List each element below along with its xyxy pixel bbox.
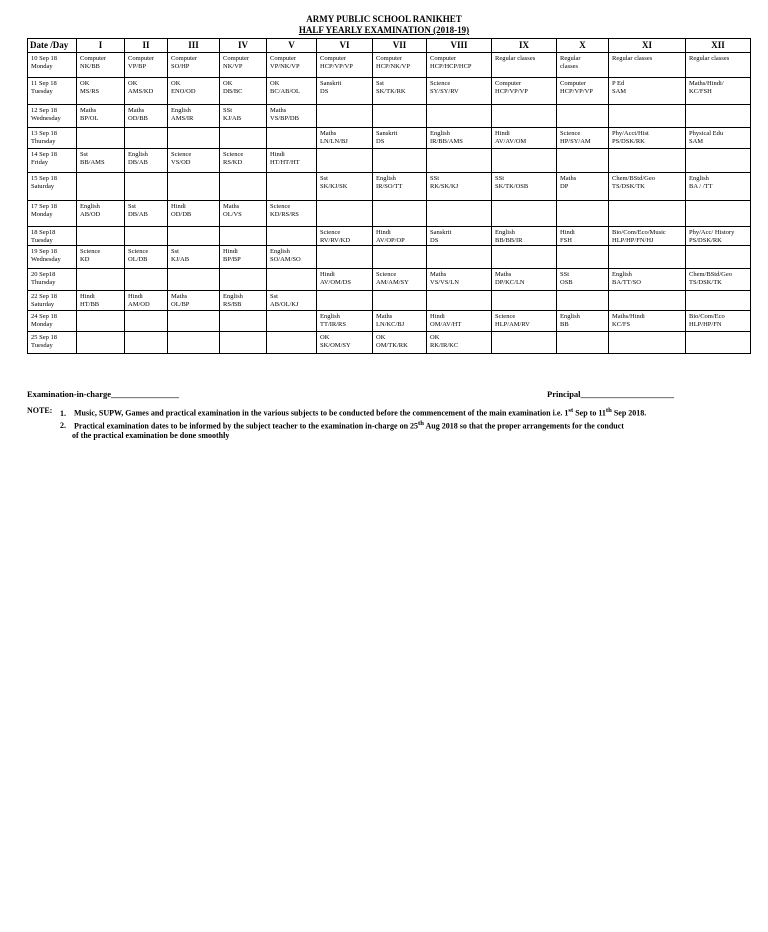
subject-cell: Hindi OM/AV/HT bbox=[427, 311, 492, 332]
subject-cell bbox=[427, 201, 492, 227]
subject-cell bbox=[168, 173, 220, 201]
subject-cell: OK ENO/OD bbox=[168, 78, 220, 105]
notes-section bbox=[27, 406, 747, 441]
note-sup: st bbox=[568, 407, 574, 414]
subject-cell: Computer NK/VP bbox=[220, 53, 267, 78]
subject-cell bbox=[373, 149, 427, 173]
note-text: Aug 2018 so that the proper arrangements for the conduct bbox=[423, 421, 624, 431]
subject-cell bbox=[168, 227, 220, 246]
subject-cell: Sanskrit DS bbox=[373, 128, 427, 149]
date-day-cell: 12 Sep 18 Wednesday bbox=[28, 105, 77, 128]
subject-cell bbox=[686, 105, 751, 128]
subject-cell: Computer VP/BP bbox=[125, 53, 168, 78]
subject-cell: Sanskrit DS bbox=[427, 227, 492, 246]
date-day-cell: 20 Sep18 Thursday bbox=[28, 269, 77, 291]
subject-cell: Maths DP bbox=[557, 173, 609, 201]
subject-cell: SSt KJ/AB bbox=[220, 105, 267, 128]
subject-cell bbox=[686, 332, 751, 354]
exam-title: HALF YEARLY EXAMINATION (2018-19) bbox=[298, 25, 470, 35]
subject-cell bbox=[267, 128, 317, 149]
principal-signature: Principal______________________ bbox=[547, 389, 675, 399]
subject-cell bbox=[168, 269, 220, 291]
subject-cell: Sst SK/KJ/SK bbox=[317, 173, 373, 201]
subject-cell: SSt SK/TK/OSB bbox=[492, 173, 557, 201]
subject-cell bbox=[609, 105, 686, 128]
subject-cell bbox=[317, 105, 373, 128]
note-text: of the practical examination be done smoothly bbox=[72, 431, 230, 441]
subject-cell bbox=[686, 246, 751, 269]
subject-cell bbox=[317, 149, 373, 173]
table-row bbox=[28, 332, 751, 354]
subject-cell bbox=[373, 291, 427, 311]
subject-cell bbox=[220, 128, 267, 149]
subject-cell bbox=[609, 149, 686, 173]
header-class: I bbox=[77, 39, 125, 53]
subject-cell bbox=[77, 311, 125, 332]
subject-cell bbox=[267, 311, 317, 332]
subject-cell: OK BC/AB/OL bbox=[267, 78, 317, 105]
subject-cell: P Ed SAM bbox=[609, 78, 686, 105]
table-row bbox=[28, 53, 751, 78]
subject-cell: Maths OL/VS bbox=[220, 201, 267, 227]
subject-cell: Hindi AV/OP/OP bbox=[373, 227, 427, 246]
date-day-cell: 19 Sep 18 Wednesday bbox=[28, 246, 77, 269]
subject-cell: English BA/TT/SO bbox=[609, 269, 686, 291]
subject-cell: Maths BP/OL bbox=[77, 105, 125, 128]
subject-cell: Phy/Acct/Hist PS/DSK/RK bbox=[609, 128, 686, 149]
header-class: VI bbox=[317, 39, 373, 53]
exam-schedule-table bbox=[27, 38, 751, 354]
date-day-cell: 24 Sep 18 Monday bbox=[28, 311, 77, 332]
header-class: VII bbox=[373, 39, 427, 53]
subject-cell: English IR/BB/AMS bbox=[427, 128, 492, 149]
date-day-cell: 13 Sep 18 Thursday bbox=[28, 128, 77, 149]
subject-cell: Hindi HT/HT/HT bbox=[267, 149, 317, 173]
table-row bbox=[28, 173, 751, 201]
subject-cell: SSt RK/SK/KJ bbox=[427, 173, 492, 201]
subject-cell: Computer HCP/HCP/HCP bbox=[427, 53, 492, 78]
subject-cell: Computer HCP/VP/VP bbox=[317, 53, 373, 78]
subject-cell bbox=[220, 311, 267, 332]
note-text: Practical examination dates to be informed by the subject teacher to the examination in-charge on 25 bbox=[74, 421, 419, 431]
subject-cell bbox=[427, 291, 492, 311]
subject-cell bbox=[609, 246, 686, 269]
subject-cell: English AB/OD bbox=[77, 201, 125, 227]
subject-cell bbox=[492, 291, 557, 311]
note-text: Sep to 11 bbox=[573, 408, 606, 418]
subject-cell: Hindi AV/OM/DS bbox=[317, 269, 373, 291]
subject-cell bbox=[77, 227, 125, 246]
subject-cell: Science AM/AM/SY bbox=[373, 269, 427, 291]
subject-cell bbox=[492, 332, 557, 354]
note-text: Music, SUPW, Games and practical examination in the various subjects to be conducted before the commencement of the main examination i.e. 1 bbox=[74, 408, 569, 418]
date-day-cell: 25 Sep 18 Tuesday bbox=[28, 332, 77, 354]
header-class: III bbox=[168, 39, 220, 53]
subject-cell bbox=[220, 173, 267, 201]
subject-cell bbox=[125, 332, 168, 354]
date-day-cell: 11 Sep 18 Tuesday bbox=[28, 78, 77, 105]
table-row bbox=[28, 128, 751, 149]
subject-cell: Phy/Acc/ History PS/DSK/RK bbox=[686, 227, 751, 246]
table-row bbox=[28, 201, 751, 227]
table-row bbox=[28, 291, 751, 311]
subject-cell: Computer VP/NK/VP bbox=[267, 53, 317, 78]
subject-cell bbox=[168, 128, 220, 149]
table-row bbox=[28, 269, 751, 291]
subject-cell: Computer HCP/NK/VP bbox=[373, 53, 427, 78]
date-day-cell: 10 Sep 18 Monday bbox=[28, 53, 77, 78]
subject-cell bbox=[373, 201, 427, 227]
subject-cell: Hindi OD/DB bbox=[168, 201, 220, 227]
subject-cell bbox=[427, 246, 492, 269]
subject-cell: Computer SO/HP bbox=[168, 53, 220, 78]
note-number: 1. bbox=[60, 408, 66, 418]
note-sup: th bbox=[418, 419, 424, 427]
subject-cell: English IR/SO/TT bbox=[373, 173, 427, 201]
header-class: IX bbox=[492, 39, 557, 53]
subject-cell bbox=[609, 332, 686, 354]
subject-cell: Maths LN/LN/BJ bbox=[317, 128, 373, 149]
subject-cell bbox=[267, 227, 317, 246]
header-class: IV bbox=[220, 39, 267, 53]
table-row bbox=[28, 105, 751, 128]
subject-cell bbox=[125, 311, 168, 332]
subject-cell: English RS/BB bbox=[220, 291, 267, 311]
exam-incharge-signature: Examination-in-charge________________ bbox=[27, 389, 180, 399]
subject-cell: Maths OL/BP bbox=[168, 291, 220, 311]
subject-cell: Science HP/SY/AM bbox=[557, 128, 609, 149]
subject-cell: Sst KJ/AB bbox=[168, 246, 220, 269]
subject-cell: Computer HCP/VP/VP bbox=[492, 78, 557, 105]
subject-cell: Bio/Com/Eco/Music HLP/HP/FN/HJ bbox=[609, 227, 686, 246]
note-sup: th bbox=[605, 407, 612, 414]
subject-cell bbox=[609, 291, 686, 311]
subject-cell: Bio/Com/Eco HLP/HP/FN bbox=[686, 311, 751, 332]
header-class: II bbox=[125, 39, 168, 53]
header-class: V bbox=[267, 39, 317, 53]
table-row bbox=[28, 149, 751, 173]
subject-cell bbox=[125, 227, 168, 246]
subject-cell bbox=[267, 173, 317, 201]
subject-cell: English BA / /TT bbox=[686, 173, 751, 201]
subject-cell: Physical Edu SAM bbox=[686, 128, 751, 149]
subject-cell: Regular classes bbox=[492, 53, 557, 78]
subject-cell bbox=[125, 173, 168, 201]
subject-cell: Hindi HT/BB bbox=[77, 291, 125, 311]
subject-cell bbox=[220, 332, 267, 354]
subject-cell bbox=[317, 291, 373, 311]
subject-cell: Maths LN/KC/BJ bbox=[373, 311, 427, 332]
subject-cell bbox=[125, 269, 168, 291]
subject-cell: Sanskrit DS bbox=[317, 78, 373, 105]
subject-cell bbox=[373, 105, 427, 128]
subject-cell bbox=[686, 201, 751, 227]
table-row bbox=[28, 311, 751, 332]
subject-cell: Sst DB/AB bbox=[125, 201, 168, 227]
date-day-cell: 14 Sep 18 Friday bbox=[28, 149, 77, 173]
subject-cell bbox=[125, 128, 168, 149]
subject-cell: English TT/IR/RS bbox=[317, 311, 373, 332]
subject-cell: Science HLP/AM/RV bbox=[492, 311, 557, 332]
subject-cell bbox=[77, 332, 125, 354]
header-date-day: Date /Day bbox=[28, 39, 77, 53]
subject-cell: Regular classes bbox=[557, 53, 609, 78]
subject-cell: Computer HCP/VP/VP bbox=[557, 78, 609, 105]
subject-cell: English SO/AM/SO bbox=[267, 246, 317, 269]
subject-cell bbox=[220, 269, 267, 291]
header-class: X bbox=[557, 39, 609, 53]
date-day-cell: 15 Sep 18 Saturday bbox=[28, 173, 77, 201]
subject-cell: Maths DP/KC/LN bbox=[492, 269, 557, 291]
subject-cell bbox=[686, 149, 751, 173]
subject-cell: Sst AB/OL/KJ bbox=[267, 291, 317, 311]
table-header-row bbox=[28, 39, 751, 53]
subject-cell: English BB/BB/IR bbox=[492, 227, 557, 246]
subject-cell: Hindi BP/BP bbox=[220, 246, 267, 269]
subject-cell: English DB/AB bbox=[125, 149, 168, 173]
subject-cell bbox=[77, 128, 125, 149]
note-number: 2. bbox=[60, 421, 66, 431]
subject-cell: Science RS/KD bbox=[220, 149, 267, 173]
subject-cell: English AMS/IR bbox=[168, 105, 220, 128]
header-class: VIII bbox=[427, 39, 492, 53]
subject-cell bbox=[557, 246, 609, 269]
subject-cell bbox=[492, 149, 557, 173]
school-name: ARMY PUBLIC SCHOOL RANIKHET bbox=[306, 14, 462, 24]
subject-cell: Science OL/DB bbox=[125, 246, 168, 269]
subject-cell: Chem/BStd/Geo TS/DSK/TK bbox=[609, 173, 686, 201]
table-row bbox=[28, 227, 751, 246]
subject-cell: Hindi AV/AV/OM bbox=[492, 128, 557, 149]
subject-cell bbox=[220, 227, 267, 246]
note-text: Sep 2018. bbox=[611, 408, 647, 418]
subject-cell bbox=[557, 105, 609, 128]
subject-cell: OK OM/TK/RK bbox=[373, 332, 427, 354]
subject-cell bbox=[427, 149, 492, 173]
subject-cell bbox=[492, 246, 557, 269]
subject-cell: Hindi AM/OD bbox=[125, 291, 168, 311]
date-day-cell: 17 Sep 18 Monday bbox=[28, 201, 77, 227]
subject-cell bbox=[267, 332, 317, 354]
subject-cell bbox=[427, 105, 492, 128]
subject-cell: OK DB/BC bbox=[220, 78, 267, 105]
subject-cell: Maths VS/BP/DB bbox=[267, 105, 317, 128]
table-row bbox=[28, 246, 751, 269]
subject-cell: Maths VS/VS/LN bbox=[427, 269, 492, 291]
note-item-2 bbox=[27, 419, 747, 442]
subject-cell: Hindi FSH bbox=[557, 227, 609, 246]
subject-cell bbox=[77, 269, 125, 291]
date-day-cell: 22 Sep 18 Saturday bbox=[28, 291, 77, 311]
subject-cell bbox=[267, 269, 317, 291]
table-row bbox=[28, 78, 751, 105]
subject-cell: OK SK/OM/SY bbox=[317, 332, 373, 354]
date-day-cell: 18 Sep18 Tuesday bbox=[28, 227, 77, 246]
subject-cell bbox=[373, 246, 427, 269]
subject-cell bbox=[609, 201, 686, 227]
subject-cell: Regular classes bbox=[686, 53, 751, 78]
note-item-1 bbox=[27, 406, 747, 419]
subject-cell bbox=[557, 201, 609, 227]
subject-cell bbox=[317, 201, 373, 227]
subject-cell bbox=[492, 201, 557, 227]
subject-cell: Sst SK/TK/RK bbox=[373, 78, 427, 105]
subject-cell: OK AMS/KD bbox=[125, 78, 168, 105]
subject-cell bbox=[686, 291, 751, 311]
subject-cell bbox=[557, 149, 609, 173]
subject-cell: OK MS/RS bbox=[77, 78, 125, 105]
subject-cell: Chem/BStd/Geo TS/DSK/TK bbox=[686, 269, 751, 291]
subject-cell: Regular classes bbox=[609, 53, 686, 78]
subject-cell bbox=[168, 332, 220, 354]
subject-cell: Computer NK/BB bbox=[77, 53, 125, 78]
subject-cell: Science SY/SY/RV bbox=[427, 78, 492, 105]
subject-cell: OK RK/IR/KC bbox=[427, 332, 492, 354]
subject-cell: Science KD bbox=[77, 246, 125, 269]
subject-cell: Science RV/RV/KD bbox=[317, 227, 373, 246]
subject-cell: Maths/Hindi/ KC/FSH bbox=[686, 78, 751, 105]
subject-cell: Science VS/OD bbox=[168, 149, 220, 173]
subject-cell: Science KD/RS/RS bbox=[267, 201, 317, 227]
subject-cell bbox=[168, 311, 220, 332]
subject-cell: SSt OSB bbox=[557, 269, 609, 291]
subject-cell bbox=[317, 246, 373, 269]
subject-cell: Maths/Hindi KC/FS bbox=[609, 311, 686, 332]
note-label: NOTE: bbox=[27, 406, 53, 415]
subject-cell bbox=[492, 105, 557, 128]
subject-cell bbox=[557, 291, 609, 311]
header-class: XI bbox=[609, 39, 686, 53]
subject-cell bbox=[77, 173, 125, 201]
subject-cell: Maths OD/BB bbox=[125, 105, 168, 128]
subject-cell: English BB bbox=[557, 311, 609, 332]
subject-cell bbox=[557, 332, 609, 354]
subject-cell: Sst BB/AMS bbox=[77, 149, 125, 173]
header-class: XII bbox=[686, 39, 751, 53]
